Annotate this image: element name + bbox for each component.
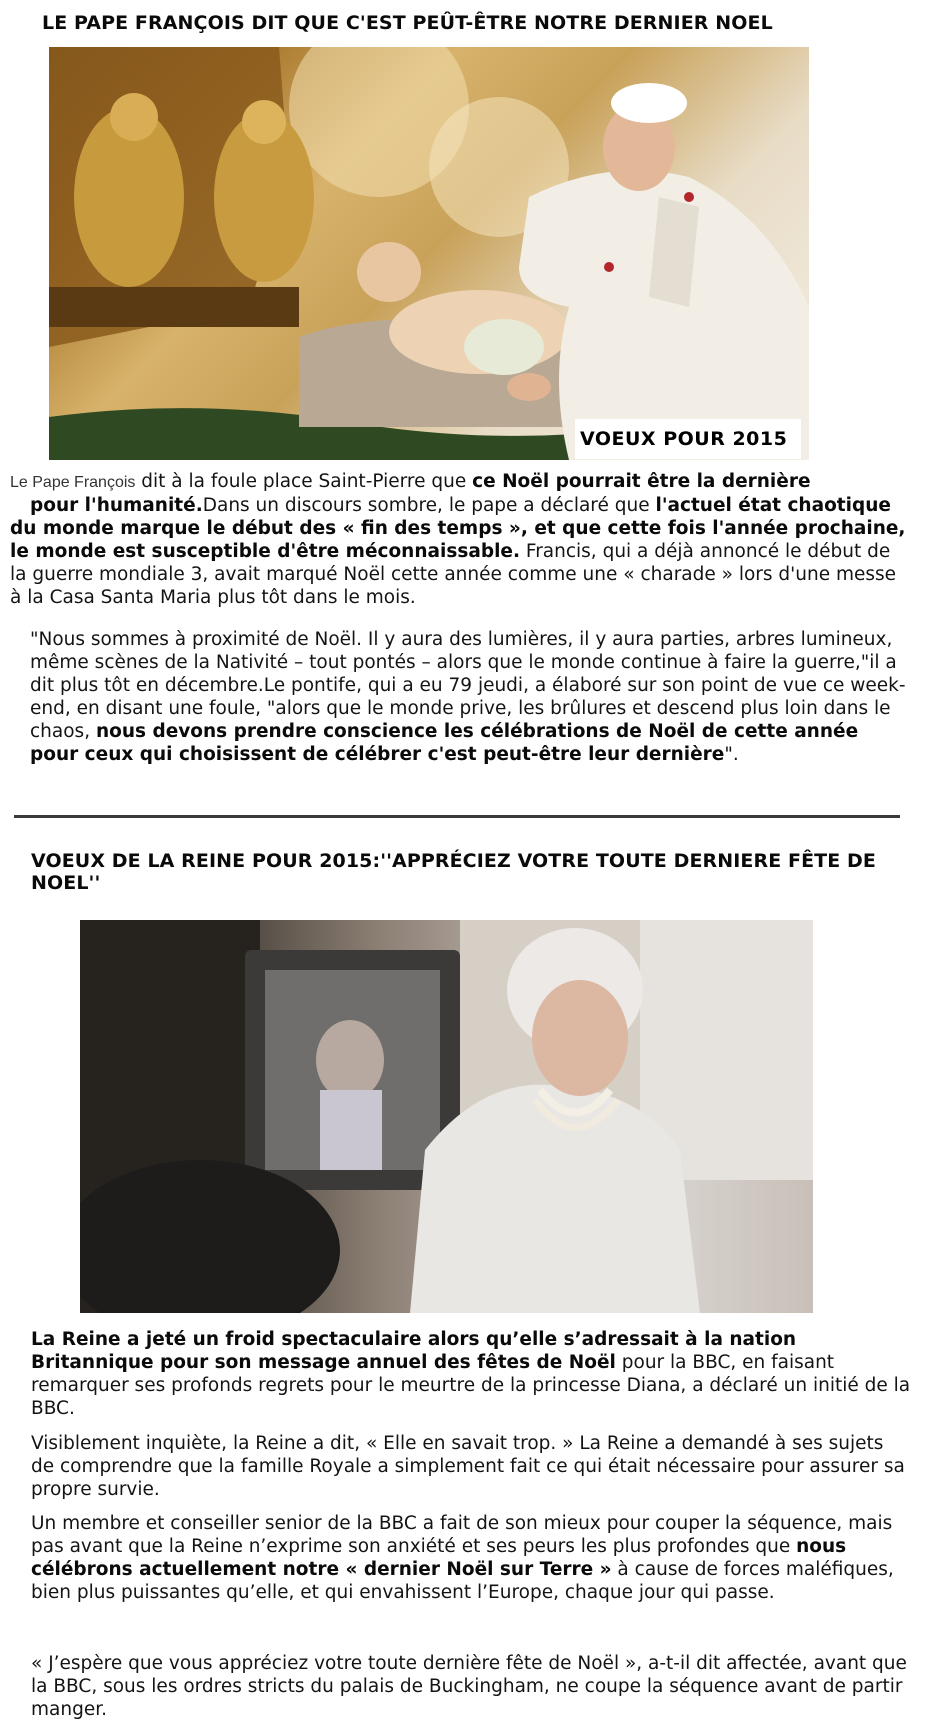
bold-span: ce Noël pourrait être la dernière [472, 471, 811, 492]
text-span: dit à la foule place Saint-Pierre que [135, 471, 473, 492]
bold-span: nous célébrons actuellement notre « dernier Noël sur Terre » [31, 1536, 847, 1580]
queen-paragraph-1 [31, 1328, 911, 1420]
pope-photo-illustration [49, 47, 809, 460]
text-span: à cause de forces maléfiques, bien plus puissantes qu’elle, et qui envahissent l’Europe, chaque jour qui passe. [31, 1559, 894, 1603]
bold-span: nous devons prendre conscience les célébrations de Noël de cette année pour ceux qui choisissent de célébrer c'est peut-être leur dernière [30, 721, 859, 765]
queen-paragraph-2: Visiblement inquiète, la Reine a dit, « Elle en savait trop. » La Reine a demandé à ses sujets de comprendre que la famille Royale a simplement fait ce qui était nécessaire pour assurer sa propre survie. [31, 1433, 905, 1500]
article-title-pope: LE PAPE FRANÇOIS DIT QUE C'EST PEÛT-ÊTRE NOTRE DERNIER NOEL [42, 12, 773, 34]
pope-nativity-photo [49, 47, 809, 460]
section-divider [14, 815, 900, 818]
pope-paragraph-2 [30, 628, 910, 766]
image-caption-voeux: VOEUX POUR 2015 [575, 419, 801, 459]
text-span: ". [724, 744, 739, 765]
article-title-queen: VOEUX DE LA REINE POUR 2015:''APPRÉCIEZ VOTRE TOUTE DERNIERE FÊTE DE NOEL'' [31, 850, 876, 894]
text-span: pour la BBC, en faisant remarquer ses profonds regrets pour le meurtre de la princesse Diana, a déclaré un initié de la BBC. [31, 1352, 911, 1419]
queen-photo-illustration [80, 920, 813, 1313]
bold-span: l'actuel état chaotique du monde marque le début des « fin des temps », et que cette fois l'année prochaine, le monde est susceptible d'être méconnaissable. [10, 495, 906, 562]
text-span: Dans un discours sombre, le pape a déclaré que [202, 495, 656, 516]
bold-span: La Reine a jeté un froid spectaculaire alors qu’elle s’adressait à la nation Britannique pour son message annuel des fêtes de Noël [31, 1329, 797, 1373]
intro-name: Le Pape François [10, 474, 136, 491]
queen-broadcast-photo [80, 920, 813, 1313]
queen-paragraph-4: « J’espère que vous appréciez votre toute dernière fête de Noël », a-t-il dit affectée, avant que la BBC, sous les ordres stricts du palais de Buckingham, ne coupe la séquence avant de partir manger. [31, 1653, 907, 1720]
pope-paragraph-1 [10, 470, 910, 609]
bold-span: pour l'humanité. [30, 495, 203, 516]
text-span: Un membre et conseiller senior de la BBC a fait de son mieux pour couper la séquence, mais pas avant que la Reine n’exprime son anxiété et ses peurs les plus profondes que [31, 1513, 893, 1557]
queen-paragraph-3 [31, 1512, 911, 1604]
text-span: "Nous sommes à proximité de Noël. Il y aura des lumières, il y aura parties, arbres lumineux, même scènes de la Nativité – tout pontés – alors que le monde continue à faire la guerre,"il a dit plus tôt en décembre.Le pontife, qui a eu 79 jeudi, a élaboré sur son point de vue ce week-end, en disant une foule, "alors que le monde prive, les brûlures et descend plus loin dans le chaos, [30, 629, 906, 742]
text-span: Francis, qui a déjà annoncé le début de la guerre mondiale 3, avait marqué Noël cette année comme une « charade » lors d'une messe à la Casa Santa Maria plus tôt dans le mois. [10, 541, 897, 608]
